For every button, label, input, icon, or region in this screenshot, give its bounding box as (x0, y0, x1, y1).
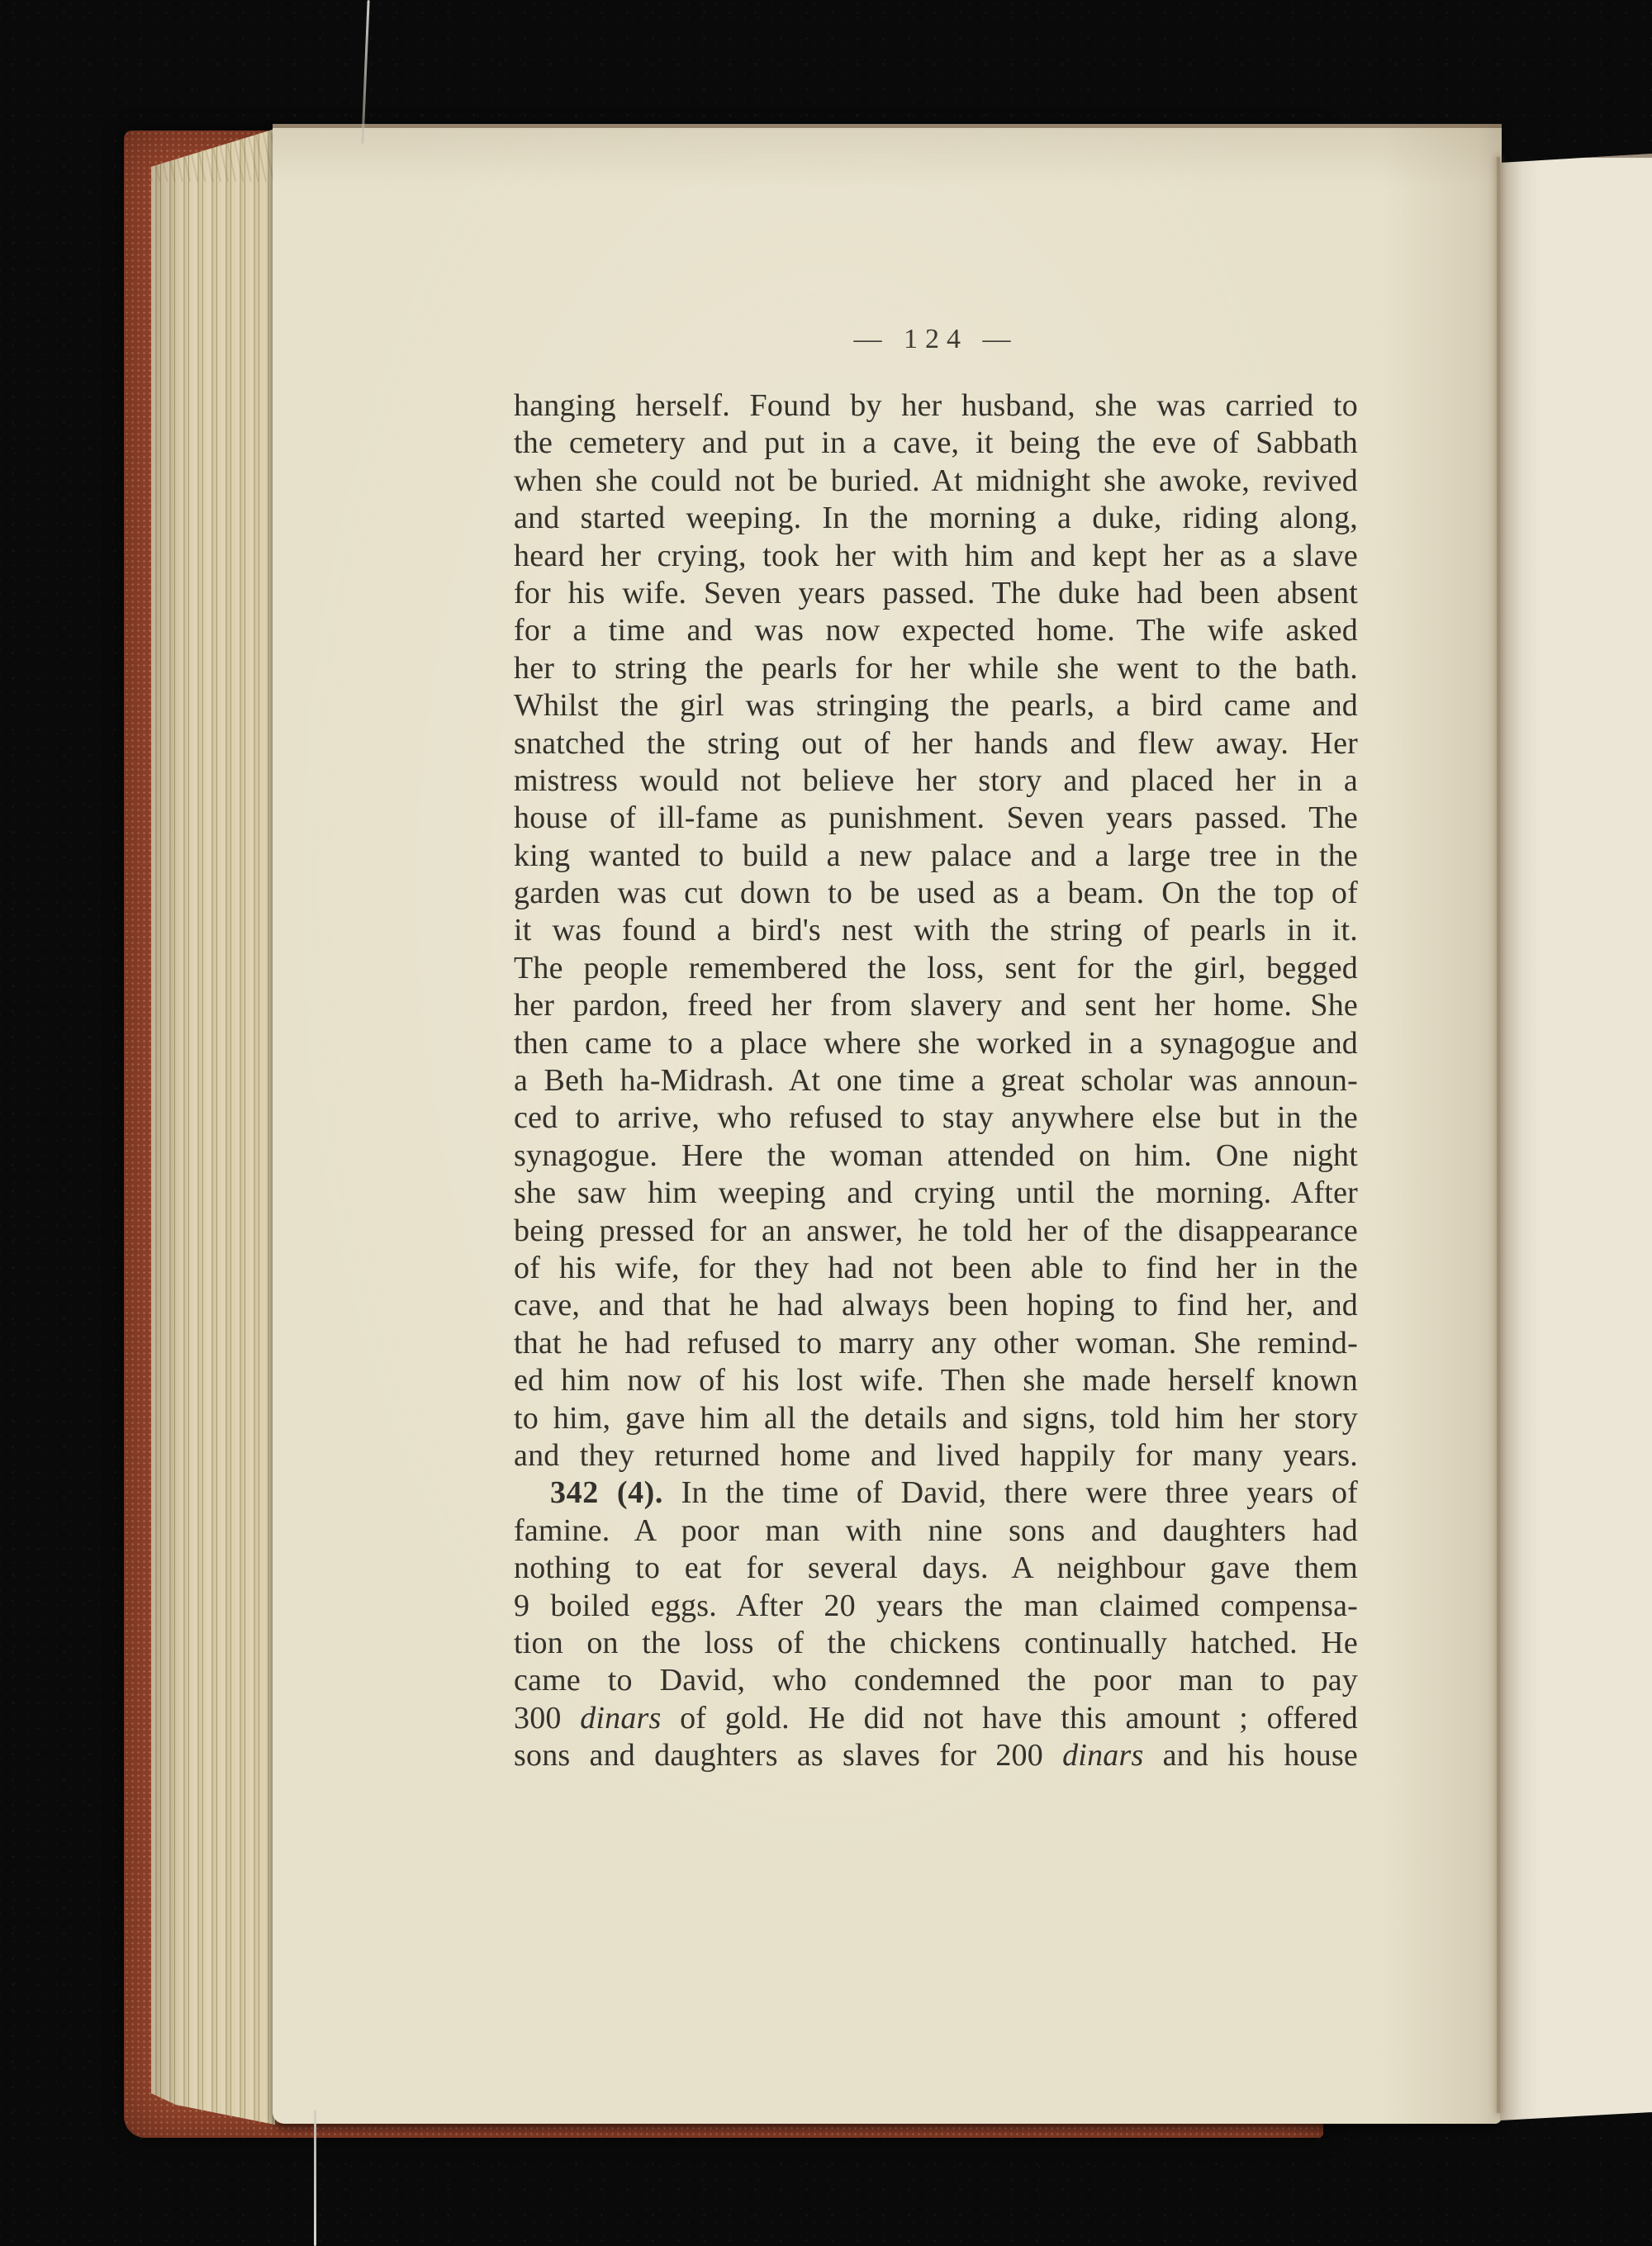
text-segment: dinars (580, 1700, 662, 1736)
text-line (514, 612, 1358, 649)
text-segment: mistress would not believe her story and placed her in a (514, 762, 1358, 798)
text-line (514, 912, 1358, 949)
text-segment: for a time and was now expected home. The wife asked (514, 613, 1358, 648)
text-block (514, 321, 1358, 1774)
text-segment: hanging herself. Found by her husband, she was carried to (514, 388, 1358, 423)
text-line (514, 1137, 1358, 1175)
text-line (514, 950, 1358, 987)
text-segment: and his house (1143, 1738, 1358, 1774)
text-line (514, 762, 1358, 800)
text-line (514, 875, 1358, 912)
text-segment: ced to arrive, who refused to stay anywhere else but in the (514, 1100, 1358, 1136)
text-segment: sons and daughters as slaves for 200 (514, 1738, 1063, 1774)
text-line (514, 1474, 1358, 1512)
text-line (514, 1625, 1358, 1662)
text-line (514, 1437, 1358, 1474)
text-line (514, 1737, 1358, 1774)
text-segment: and they returned home and lived happily for many years. (514, 1437, 1358, 1473)
text-segment: a Beth ha-Midrash. At one time a great scholar was announ- (514, 1063, 1358, 1099)
text-segment: 342 (4). (550, 1475, 664, 1511)
text-line (514, 838, 1358, 875)
text-segment: nothing to eat for several days. A neighbour gave them (514, 1550, 1358, 1586)
text-segment: In the time of David, there were three years of (663, 1475, 1358, 1511)
text-segment: the cemetery and put in a cave, it being the eve of Sabbath (514, 425, 1358, 461)
scanner-string-bottom (314, 2110, 316, 2246)
gutter-shadow (1497, 157, 1500, 2113)
text-segment: came to David, who condemned the poor man to pay (514, 1663, 1358, 1698)
text-line (514, 500, 1358, 537)
text-line (514, 1662, 1358, 1699)
left-page (273, 124, 1502, 2124)
text-segment: for his wife. Seven years passed. The duke had been absent (514, 575, 1358, 610)
text-segment: garden was cut down to be used as a beam. On the top of (514, 876, 1358, 911)
text-line (514, 687, 1358, 724)
text-segment: to him, gave him all the details and signs, told him her story (514, 1400, 1358, 1436)
text-segment: dinars (1062, 1738, 1144, 1774)
text-line (514, 800, 1358, 837)
text-line (514, 538, 1358, 575)
text-segment: it was found a bird's nest with the string of pearls in it. (514, 913, 1358, 948)
text-line (514, 1062, 1358, 1099)
text-line (514, 987, 1358, 1024)
text-line (514, 575, 1358, 612)
text-segment: that he had refused to marry any other woman. She remind- (514, 1325, 1358, 1360)
text-segment: and started weeping. In the morning a duke, riding along, (514, 501, 1358, 536)
text-segment: her to string the pearls for her while she went to the bath. (514, 650, 1358, 686)
text-line (514, 1700, 1358, 1737)
text-segment: 9 boiled eggs. After 20 years the man claimed compensa- (514, 1588, 1358, 1623)
text-line (514, 1325, 1358, 1362)
text-segment: heard her crying, took her with him and kept her as a slave (514, 538, 1358, 573)
text-line (514, 1250, 1358, 1287)
text-segment: house of ill-fame as punishment. Seven years passed. The (514, 800, 1358, 836)
text-segment: king wanted to build a new palace and a large tree in the (514, 838, 1358, 873)
text-segment: ed him now of his lost wife. Then she made herself known (514, 1363, 1358, 1398)
text-segment: of his wife, for they had not been able to find her in the (514, 1250, 1358, 1285)
text-line (514, 1213, 1358, 1250)
text-segment: then came to a place where she worked in a synagogue and (514, 1025, 1358, 1061)
text-line (514, 387, 1358, 425)
text-line (514, 463, 1358, 500)
text-line (514, 1400, 1358, 1437)
text-line (514, 1287, 1358, 1324)
text-segment: her pardon, freed her from slavery and sent her home. She (514, 988, 1358, 1023)
text-segment: synagogue. Here the woman attended on him. One night (514, 1137, 1358, 1173)
text-segment: Whilst the girl was stringing the pearls, a bird came and (514, 688, 1358, 724)
right-page (1500, 154, 1652, 2120)
text-line (514, 1588, 1358, 1625)
text-line (514, 1025, 1358, 1062)
text-segment: The people remembered the loss, sent for the girl, begged (514, 950, 1358, 985)
page-number: — 124 — (853, 324, 1018, 354)
text-segment: when she could not be buried. At midnight she awoke, revived (514, 463, 1358, 498)
text-line (514, 1512, 1358, 1550)
text-line (514, 650, 1358, 687)
text-segment: tion on the loss of the chickens continually hatched. He (514, 1625, 1358, 1660)
text-line (514, 425, 1358, 462)
page-fore-edges (151, 124, 275, 2131)
text-segment: famine. A poor man with nine sons and daughters had (514, 1512, 1358, 1548)
text-line (514, 725, 1358, 762)
text-line (514, 1175, 1358, 1212)
text-segment: being pressed for an answer, he told her of the disappearance (514, 1213, 1358, 1248)
text-segment: of gold. He did not have this amount ; offered (661, 1700, 1358, 1736)
text-segment: she saw him weeping and crying until the morning. After (514, 1175, 1358, 1211)
text-segment: snatched the string out of her hands and flew away. Her (514, 725, 1358, 761)
scanner-string-top (361, 0, 369, 144)
text-segment: 300 (514, 1700, 581, 1736)
text-line (514, 1099, 1358, 1137)
text-line (514, 1550, 1358, 1587)
text-segment: cave, and that he had always been hoping to find her, and (514, 1288, 1358, 1323)
text-line (514, 1362, 1358, 1399)
